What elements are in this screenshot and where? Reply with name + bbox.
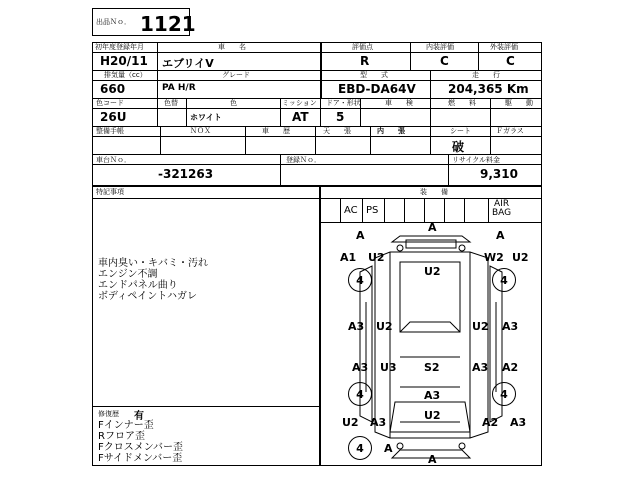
- mark-top-front-center: A: [428, 221, 437, 234]
- label-interior-trim: 内 張: [377, 127, 405, 135]
- mark-top-front-left: A: [356, 229, 365, 242]
- note-line: エンドパネル曲り: [98, 280, 178, 291]
- mark-a3-right-low: A3: [472, 361, 489, 374]
- label-color-change: 色替: [164, 99, 178, 107]
- value-color-code: 26U: [100, 110, 127, 124]
- value-model: EBD-DA64V: [338, 82, 416, 96]
- mark-u2-fl: U2: [368, 251, 385, 264]
- label-windshield: Ｆガラス: [496, 127, 524, 135]
- mark-a3-bottom: A3: [424, 389, 441, 402]
- tire-rear-right: 4: [492, 382, 516, 406]
- equip-airbag: AIR BAG: [492, 199, 512, 218]
- label-service-book: 整備手帳: [96, 127, 124, 135]
- repair-value: 有: [134, 411, 144, 422]
- mark-a-bottom-left: A: [384, 442, 393, 455]
- label-chassis: 車台Ｎｏ．: [96, 156, 131, 164]
- value-recycle: 9,310: [480, 167, 518, 181]
- label-registration: 登録Ｎｏ．: [286, 156, 321, 164]
- mark-a3-rl: A3: [370, 416, 387, 429]
- value-doors: 5: [336, 110, 345, 124]
- label-doors: ドア・形状: [326, 99, 361, 107]
- label-displacement: 排気量（cc）: [104, 71, 147, 79]
- repair-label: 修復歴: [98, 410, 119, 418]
- repair-line: Fクロスメンバー歪: [98, 442, 184, 453]
- mark-a3-left: A3: [348, 320, 365, 333]
- equip-ps: PS: [366, 205, 379, 216]
- notes-label: 特記事項: [96, 188, 124, 196]
- mark-a2-rr: A2: [482, 416, 499, 429]
- tire-front-right: 4: [492, 268, 516, 292]
- value-transmission: AT: [292, 110, 309, 124]
- repair-list: [98, 420, 183, 464]
- lot-label: 出品Ｎｏ．: [96, 18, 131, 26]
- note-line: 車内臭い・キバミ・汚れ: [98, 258, 208, 269]
- label-exterior: 外装評価: [490, 43, 518, 51]
- label-grade: グレード: [222, 71, 250, 79]
- value-displacement: 660: [100, 82, 126, 96]
- label-drive: 駆 動: [505, 99, 533, 107]
- label-model: 型 式: [360, 71, 388, 79]
- tire-rear-left: 4: [348, 382, 372, 406]
- value-mileage: 204,365 Km: [448, 82, 529, 96]
- mark-u2-right-mid: U2: [472, 320, 489, 333]
- label-interior: 内装評価: [426, 43, 454, 51]
- value-seat: 破: [452, 140, 465, 154]
- note-line: ボディペイントハガレ: [98, 291, 197, 302]
- label-inspection: 車 検: [385, 99, 413, 107]
- mark-a-bottom-center: A: [428, 453, 437, 466]
- label-fuel: 燃 料: [448, 99, 476, 107]
- equip-ac: AC: [344, 205, 358, 216]
- mark-u3: U3: [380, 361, 397, 374]
- value-interior: C: [440, 54, 449, 68]
- label-color-code: 色コード: [96, 99, 124, 107]
- repair-line: Fインナー歪: [98, 420, 154, 431]
- label-recycle: リサイクル料金: [452, 156, 501, 164]
- label-transmission: ミッション: [282, 99, 317, 107]
- label-seat: シート: [450, 127, 471, 135]
- label-score: 評価点: [352, 43, 373, 51]
- repair-line: Rフロア歪: [98, 431, 145, 442]
- value-exterior: C: [506, 54, 515, 68]
- mark-a2-right: A2: [502, 361, 519, 374]
- label-nox: ＮＯＸ: [190, 127, 211, 135]
- value-first-registration: H20/11: [100, 54, 148, 68]
- value-chassis: -321263: [158, 167, 214, 181]
- mark-w2: W2: [484, 251, 504, 264]
- mark-a1: A1: [340, 251, 357, 264]
- mark-u2-left-mid: U2: [376, 320, 393, 333]
- mark-a3-right: A3: [502, 320, 519, 333]
- label-color: 色: [230, 99, 237, 107]
- label-headliner: 天 張: [323, 127, 351, 135]
- mark-u2-roof: U2: [424, 265, 441, 278]
- value-color: ホワイト: [190, 113, 222, 122]
- notes-list: [98, 258, 208, 302]
- tire-spare: 4: [348, 436, 372, 460]
- mark-a3-left-low: A3: [352, 361, 369, 374]
- mark-u2-rl: U2: [342, 416, 359, 429]
- equipment-label: 装 備: [420, 188, 448, 196]
- repair-line: Fサイドメンバー歪: [98, 453, 183, 464]
- tire-front-left: 4: [348, 268, 372, 292]
- mark-a3-rr: A3: [510, 416, 527, 429]
- note-line: エンジン不調: [98, 269, 158, 280]
- mark-u2-bottom: U2: [424, 409, 441, 422]
- value-score: R: [360, 54, 370, 68]
- mark-top-front-right: A: [496, 229, 505, 242]
- label-first-registration: 初年度登録年月: [95, 43, 144, 51]
- label-history: 車 歴: [262, 127, 290, 135]
- value-car-name: エブリイV: [162, 57, 214, 70]
- mark-u2-fr: U2: [512, 251, 529, 264]
- label-car-name: 車 名: [218, 43, 246, 51]
- mark-s2: S2: [424, 361, 440, 374]
- label-mileage: 走 行: [472, 71, 500, 79]
- lot-number: 1121: [140, 12, 196, 36]
- value-grade: PA H/R: [162, 83, 196, 93]
